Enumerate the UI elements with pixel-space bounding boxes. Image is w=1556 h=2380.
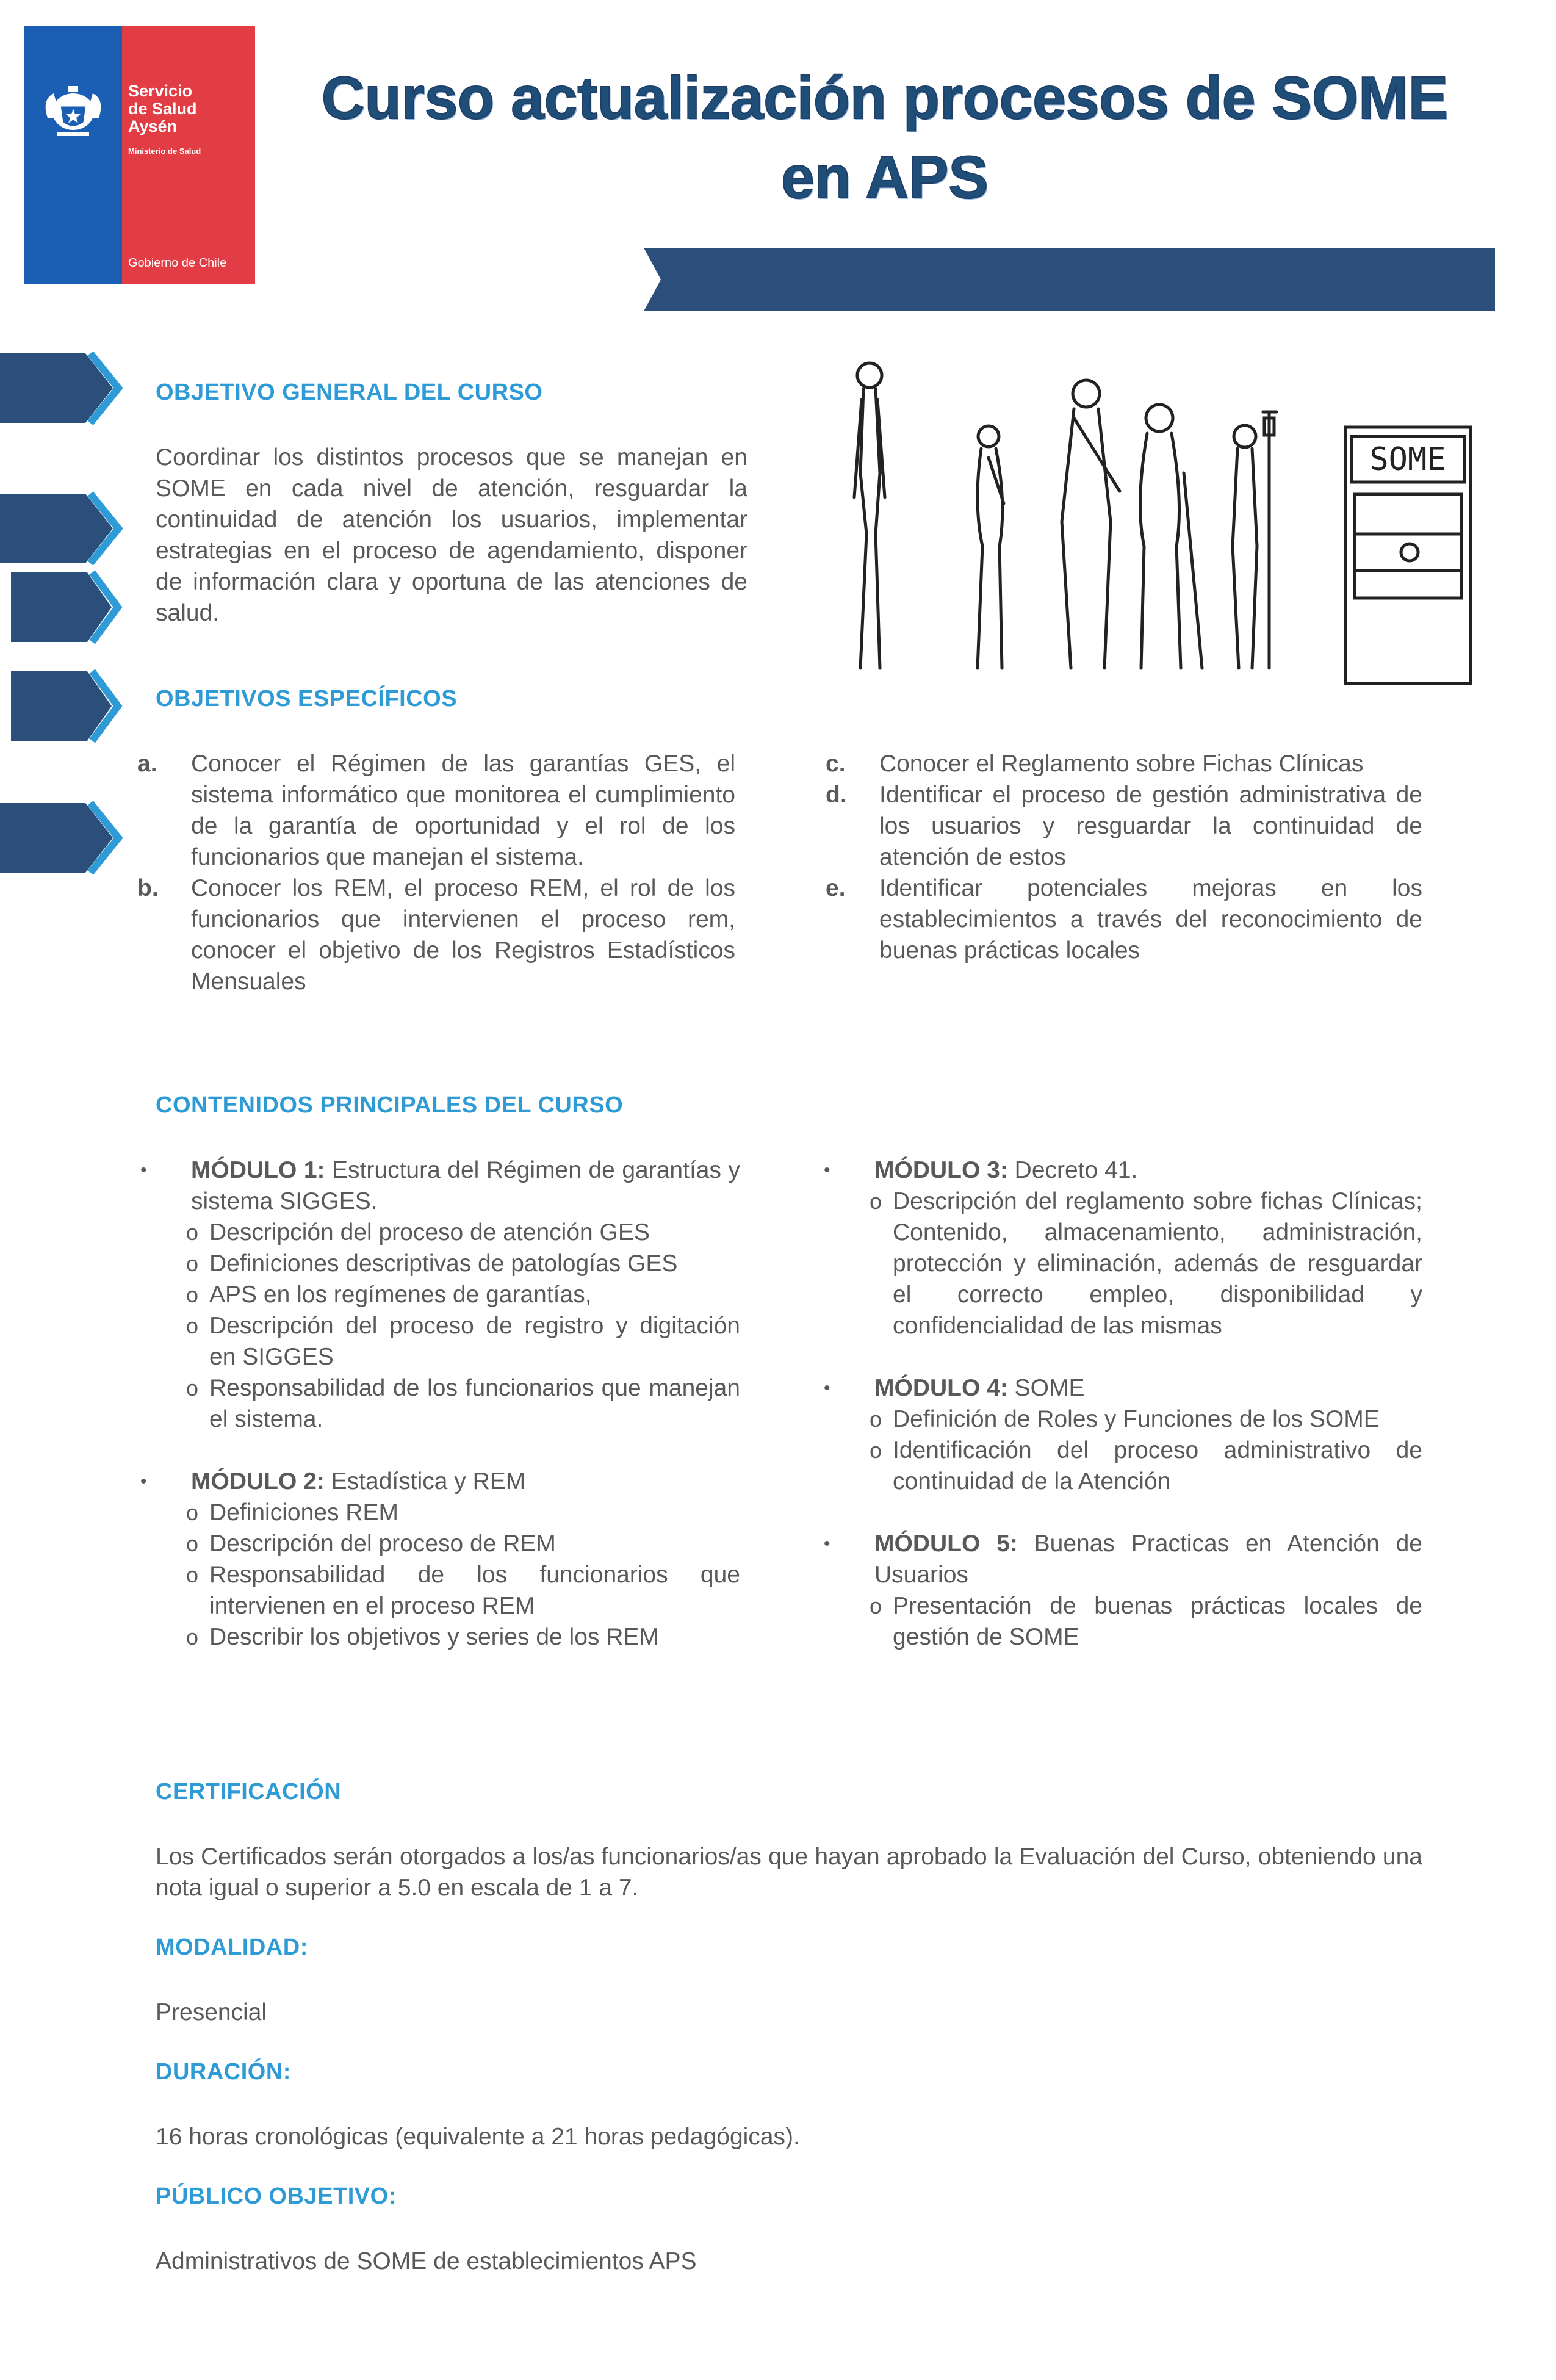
specific-objectives-heading: OBJETIVOS ESPECÍFICOS [156, 686, 458, 712]
chevron-decoration-3 [11, 570, 127, 644]
page-title [287, 58, 1483, 217]
modules-right-column [821, 1155, 1422, 1653]
list-item: o APS en los regímenes de garantías, [186, 1282, 592, 1308]
list-item: o Descripción del proceso de registro y digitación en SIGGES [186, 1313, 740, 1370]
module-5: • MÓDULO 5: Buenas Practicas en Atención de Usuarios [824, 1531, 1422, 1588]
list-item: o Definición de Roles y Funciones de los SOME [870, 1406, 1380, 1432]
list-item: o Descripción del proceso de REM [186, 1531, 556, 1557]
queue-illustration [842, 351, 1477, 690]
coat-of-arms-icon [35, 75, 111, 142]
some-sign: SOME [1369, 441, 1446, 478]
audience-text: Administrativos de SOME de establecimientos APS [156, 2248, 697, 2274]
list-item: o Responsabilidad de los funcionarios que intervienen en el proceso REM [186, 1562, 740, 1619]
chevron-decoration-5 [0, 801, 128, 875]
audience-heading: PÚBLICO OBJETIVO: [156, 2183, 397, 2209]
list-item: o Definiciones REM [186, 1499, 398, 1526]
chevron-decoration-2 [0, 491, 128, 566]
logo [24, 26, 255, 284]
certification-heading: CERTIFICACIÓN [156, 1779, 342, 1805]
list-item: e. Identificar potenciales mejoras en los establecimientos a través del reconocimiento de buenas prácticas locales [826, 875, 1422, 964]
modality-text: Presencial [156, 1999, 267, 2025]
certification-text: Los Certificados serán otorgados a los/as funcionarios/as que hayan aprobado la Evaluación del Curso, obteniendo una nota igual o superior a 5.0 en escala de 1 a 7. [156, 1844, 1422, 1901]
specific-objectives-right [826, 748, 1422, 966]
logo-line-1: Servicio [128, 82, 193, 100]
page-title-line-2: en APS [781, 143, 989, 211]
chevron-decoration-4 [11, 669, 127, 743]
general-objective-heading: OBJETIVO GENERAL DEL CURSO [156, 380, 543, 405]
duration-text: 16 horas cronológicas (equivalente a 21 horas pedagógicas). [156, 2124, 800, 2150]
modality-heading: MODALIDAD: [156, 1935, 308, 1960]
specific-objectives-left [137, 748, 735, 997]
list-item: o Definiciones descriptivas de patologías GES [186, 1250, 678, 1277]
module-2: • MÓDULO 2: Estadística y REM [140, 1468, 526, 1495]
module-4: • MÓDULO 4: SOME [824, 1375, 1085, 1401]
page-title-line-1: Curso actualización procesos de SOME [321, 64, 1449, 131]
module-3: • MÓDULO 3: Decreto 41. [824, 1157, 1138, 1183]
list-item: o Describir los objetivos y series de los REM [186, 1624, 659, 1650]
list-item: o Descripción del reglamento sobre fichas Clínicas; Contenido, almacenamiento, administración, protección y eliminación, además de resguardar el correcto empleo, disponibilidad y confidencialidad de las mismas [870, 1188, 1422, 1339]
contents-heading: CONTENIDOS PRINCIPALES DEL CURSO [156, 1092, 624, 1118]
logo-line-3: Aysén [128, 117, 178, 135]
list-item: o Descripción del proceso de atención GES [186, 1219, 650, 1246]
title-banner-bar [644, 248, 1495, 311]
list-item: o Identificación del proceso administrativo de continuidad de la Atención [870, 1437, 1422, 1495]
list-item: o Presentación de buenas prácticas locales de gestión de SOME [870, 1593, 1422, 1650]
list-item: a. Conocer el Régimen de las garantías GES, el sistema informático que monitorea el cumplimiento de la garantía de oportunidad y el rol de los funcionarios que manejan el sistema. [137, 751, 735, 870]
logo-ministry: Ministerio de Salud [128, 146, 201, 156]
list-item: o Responsabilidad de los funcionarios que manejan el sistema. [186, 1375, 740, 1432]
duration-heading: DURACIÓN: [156, 2059, 291, 2085]
list-item: c. Conocer el Reglamento sobre Fichas Clínicas [826, 751, 1364, 777]
list-item: b. Conocer los REM, el proceso REM, el rol de los funcionarios que intervienen el proceso rem, conocer el objetivo de los Registros Estadísticos Mensuales [137, 875, 735, 995]
modules-left-column [137, 1155, 740, 1653]
logo-line-2: de Salud [128, 99, 197, 118]
module-1: • MÓDULO 1: Estructura del Régimen de garantías y sistema SIGGES. [140, 1157, 740, 1214]
list-item: d. Identificar el proceso de gestión administrativa de los usuarios y resguardar la continuidad de atención de estos [826, 782, 1422, 870]
logo-government: Gobierno de Chile [128, 256, 227, 270]
general-objective-text: Coordinar los distintos procesos que se manejan en SOME en cada nivel de atención, resguardar la continuidad de atención los usuarios, implementar estrategias en el proceso de agendamiento, disponer de información clara y oportuna de las atenciones de salud. [156, 444, 747, 626]
chevron-decoration-1 [0, 351, 128, 425]
